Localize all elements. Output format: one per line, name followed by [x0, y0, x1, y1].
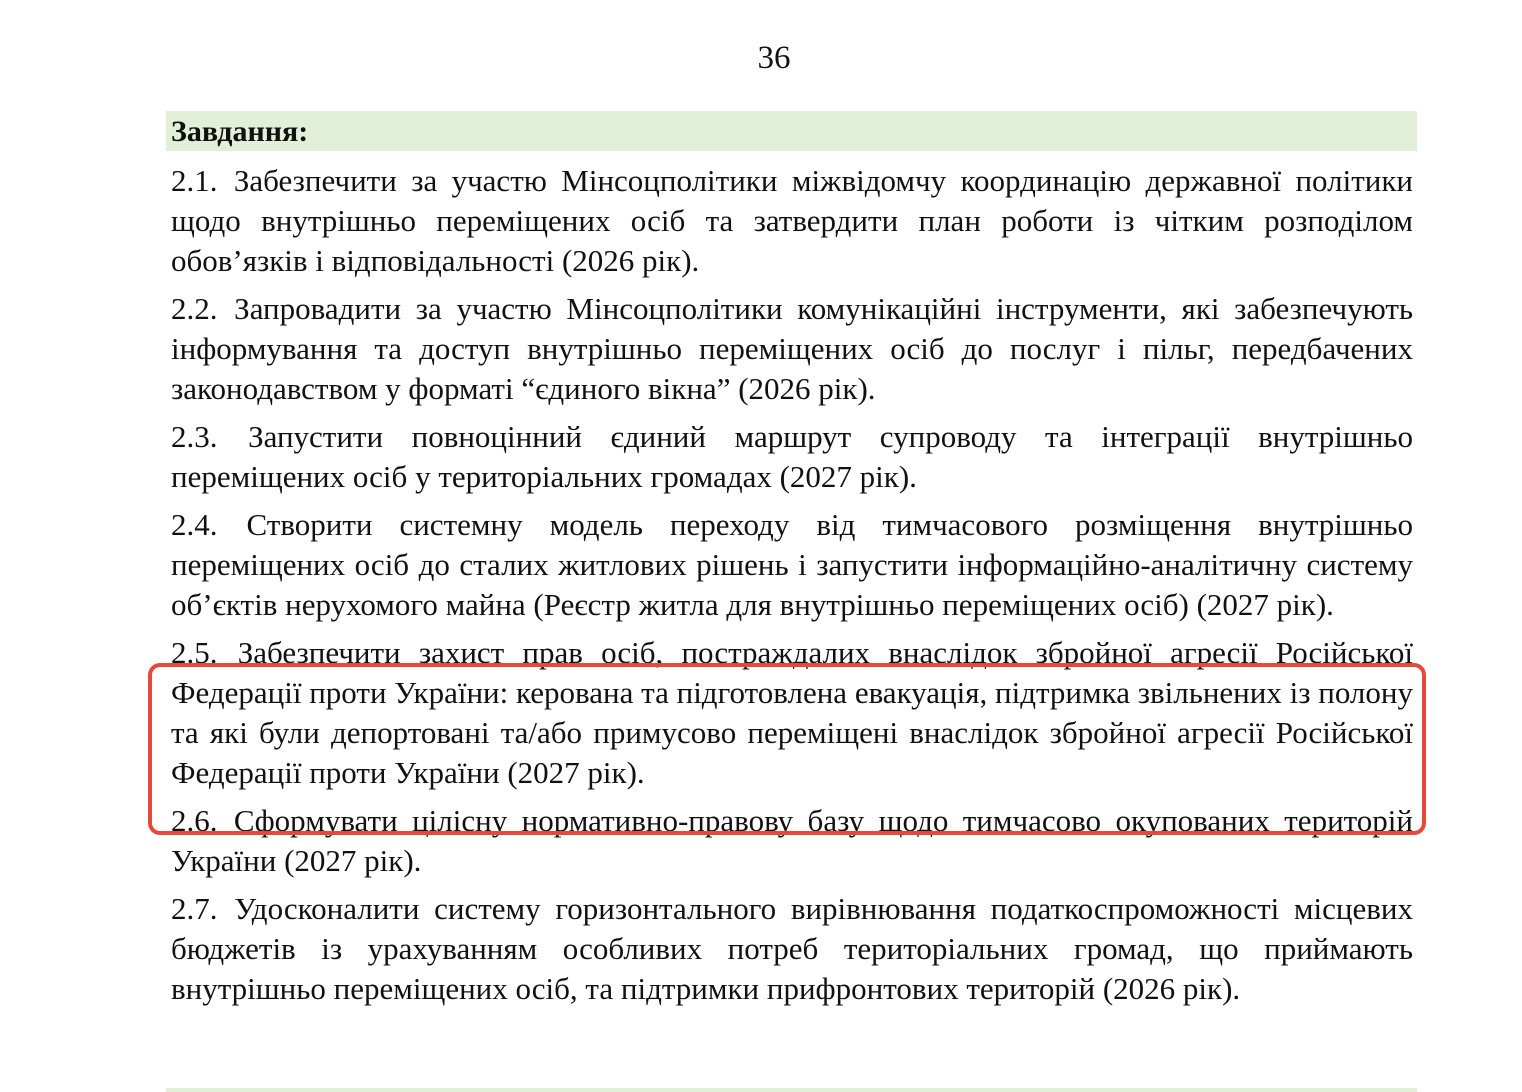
task-list — [171, 161, 1413, 1017]
task-number: 2.1. — [171, 163, 218, 198]
table-bottom-border — [166, 1088, 1417, 1092]
task-item-2-3 — [171, 417, 1413, 497]
task-number: 2.5. — [171, 635, 218, 670]
task-text: Удосконалити систему горизонтального вирівнювання податкоспроможності місцевих бюджетів із урахуванням особливих потреб територіальних громад, що приймають внутрішньо переміщених осіб, та підтримки прифронтових територій (2026 рік). — [171, 891, 1413, 1006]
task-text: Сформувати цілісну нормативно-правову базу щодо тимчасово окупованих територій України (2027 рік). — [171, 803, 1413, 878]
task-text: Запровадити за участю Мінсоцполітики комунікаційні інструменти, які забезпечують інформування та доступ внутрішньо переміщених осіб до послуг і пільг, передбачених законодавством у форматі “єдиного вікна” (2026 рік). — [171, 291, 1413, 406]
task-item-2-4 — [171, 505, 1413, 625]
section-title: Завдання: — [166, 111, 1417, 151]
task-text: Забезпечити за участю Мінсоцполітики міжвідомчу координацію державної політики щодо внутрішньо переміщених осіб та затвердити план роботи із чітким розподілом обов’язків і відповідальності (2026 рік). — [171, 163, 1414, 278]
task-number: 2.2. — [171, 291, 218, 326]
task-item-2-1 — [171, 161, 1413, 281]
task-number: 2.6. — [171, 803, 218, 838]
task-number: 2.7. — [171, 891, 218, 926]
page-number: 36 — [757, 40, 791, 76]
task-text: Запустити повноцінний єдиний маршрут супроводу та інтеграції внутрішньо переміщених осіб у територіальних громадах (2027 рік). — [171, 419, 1414, 494]
task-text: Забезпечити захист прав осіб, постраждалих внаслідок збройної агресії Російської Федерації проти України: керована та підготовлена евакуація, підтримка звільнених із полону та які були депортовані та/або примусово переміщені внаслідок збройної агресії Російської Федерації проти України (2027 рік). — [171, 635, 1413, 790]
task-number: 2.3. — [171, 419, 218, 454]
task-item-2-7 — [171, 889, 1413, 1009]
task-number: 2.4. — [171, 507, 218, 542]
task-text: Створити системну модель переходу від тимчасового розміщення внутрішньо переміщених осіб до сталих житлових рішень і запустити інформаційно-аналітичну систему об’єктів нерухомого майна (Реєстр житла для внутрішньо переміщених осіб) (2027 рік). — [171, 507, 1414, 622]
task-item-2-2 — [171, 289, 1413, 409]
task-item-2-6 — [171, 801, 1413, 881]
task-item-2-5 — [171, 633, 1413, 793]
